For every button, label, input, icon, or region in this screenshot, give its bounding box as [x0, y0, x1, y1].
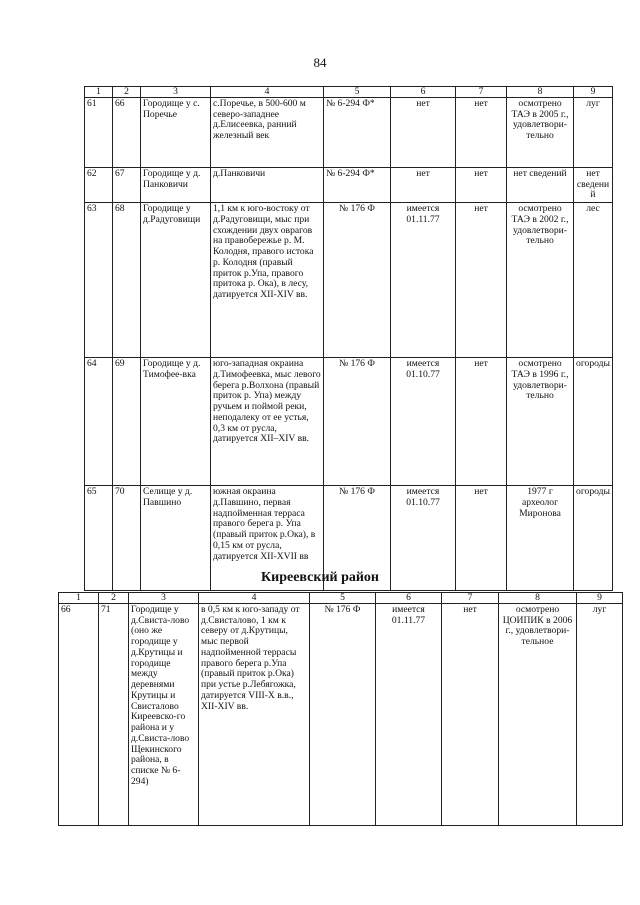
land-use: огороды: [574, 486, 613, 591]
inspection-status: 1977 г археолог Миронова: [507, 486, 574, 591]
column-header: 2: [99, 593, 129, 604]
protection-status: нет: [456, 358, 507, 486]
monument-name: Городище у д.Радуговищи: [141, 203, 211, 358]
land-use: луг: [574, 98, 613, 168]
passport-status: имеется 01.11.77: [376, 604, 442, 826]
location: д.Панковичи: [211, 168, 324, 203]
column-header: 7: [456, 87, 507, 98]
inspection-status: осмотрено ТАЭ в 1996 г., удовлетвори-тельно: [507, 358, 574, 486]
document-ref: № 176 Ф: [324, 203, 391, 358]
column-header: 8: [499, 593, 577, 604]
passport-status: нет: [391, 98, 456, 168]
passport-status: имеется 01.10.77: [391, 486, 456, 591]
object-number: 70: [113, 486, 141, 591]
column-header: 1: [59, 593, 99, 604]
inspection-status: осмотрено ТАЭ в 2005 г., удовлетвори-тельно: [507, 98, 574, 168]
row-number: 66: [59, 604, 99, 826]
column-header: 9: [574, 87, 613, 98]
location: южная окраина д.Павшино, первая надпойменная терраса правого берега р. Упа (правый приток р.Ока), в 0,15 км от русла, датируется XII-XVII вв: [211, 486, 324, 591]
column-header: 4: [199, 593, 310, 604]
district-title: Киреевский район: [261, 570, 379, 585]
table-row: [85, 168, 613, 203]
land-use: нет сведений: [574, 168, 613, 203]
column-header: 6: [391, 87, 456, 98]
document-ref: № 6-294 Ф*: [324, 98, 391, 168]
row-number: 61: [85, 98, 113, 168]
inspection-status: нет сведений: [507, 168, 574, 203]
row-number: 65: [85, 486, 113, 591]
column-header: 3: [141, 87, 211, 98]
monument-name: Городище у д.Свиста-лово (оно же городище у д.Крутицы и городище между деревнями Крутицы и Свисталово Киреевско-го района и у д.Свиста-лово Щекинского района, в списке № 6-294): [129, 604, 199, 826]
row-number: 63: [85, 203, 113, 358]
location: юго-западная окраина д.Тимофеевка, мыс левого берега р.Волхона (правый приток р. Упа) между ручьем и поймой реки, неподалеку от ее устья, 0,3 км от русла, датируется XII–XIV вв.: [211, 358, 324, 486]
row-number: 64: [85, 358, 113, 486]
object-number: 67: [113, 168, 141, 203]
document-ref: № 176 Ф: [324, 486, 391, 591]
monuments-table-1: [84, 86, 613, 591]
column-header: 1: [85, 87, 113, 98]
monument-name: Городище у с. Поречье: [141, 98, 211, 168]
protection-status: нет: [442, 604, 499, 826]
column-header-row: [85, 87, 613, 98]
location: 1,1 км к юго-востоку от д.Радуговищи, мыс при схождении двух оврагов на правобережье р. М. Колодня, правого истока р. Колодня (правый приток р.Упа, правого притока р. Ока), в лесу, датируется XII-XIV вв.: [211, 203, 324, 358]
monument-name: Городище у д. Тимофее-вка: [141, 358, 211, 486]
passport-status: нет: [391, 168, 456, 203]
land-use: луг: [577, 604, 623, 826]
object-number: 68: [113, 203, 141, 358]
object-number: 69: [113, 358, 141, 486]
document-ref: № 6-294 Ф*: [324, 168, 391, 203]
column-header: 6: [376, 593, 442, 604]
document-ref: № 176 Ф: [324, 358, 391, 486]
column-header: 9: [577, 593, 623, 604]
passport-status: имеется 01.11.77: [391, 203, 456, 358]
object-number: 66: [113, 98, 141, 168]
inspection-status: осмотрено ЦОИПИК в 2006 г., удовлетвори-тельное: [499, 604, 577, 826]
column-header: 5: [310, 593, 376, 604]
table-row: [59, 604, 623, 826]
column-header: 4: [211, 87, 324, 98]
table-row: [85, 203, 613, 358]
column-header-row: [59, 593, 623, 604]
document-ref: № 176 Ф: [310, 604, 376, 826]
monument-name: Селище у д. Павшино: [141, 486, 211, 591]
table-row: [85, 358, 613, 486]
location: с.Поречье, в 500-600 м северо-западнее д.Елисеевка, ранний железный век: [211, 98, 324, 168]
protection-status: нет: [456, 486, 507, 591]
column-header: 3: [129, 593, 199, 604]
page-number: 84: [313, 55, 327, 70]
monument-name: Городище у д. Панковичи: [141, 168, 211, 203]
column-header: 8: [507, 87, 574, 98]
inspection-status: осмотрено ТАЭ в 2002 г., удовлетвори-тельно: [507, 203, 574, 358]
location: в 0,5 км к юго-западу от д.Свисталово, 1 км к северу от д.Крутицы, мыс первой надпойменной террасы правого берега р.Упа (правый приток р.Ока) при устье р.Лебягожка, датируется VIII-X в.в., XII-XIV вв.: [199, 604, 310, 826]
table-row: [85, 98, 613, 168]
column-header: 2: [113, 87, 141, 98]
protection-status: нет: [456, 98, 507, 168]
row-number: 62: [85, 168, 113, 203]
monuments-table-2: [58, 592, 623, 826]
land-use: лес: [574, 203, 613, 358]
column-header: 7: [442, 593, 499, 604]
land-use: огороды: [574, 358, 613, 486]
object-number: 71: [99, 604, 129, 826]
protection-status: нет: [456, 203, 507, 358]
protection-status: нет: [456, 168, 507, 203]
column-header: 5: [324, 87, 391, 98]
passport-status: имеется 01.10.77: [391, 358, 456, 486]
